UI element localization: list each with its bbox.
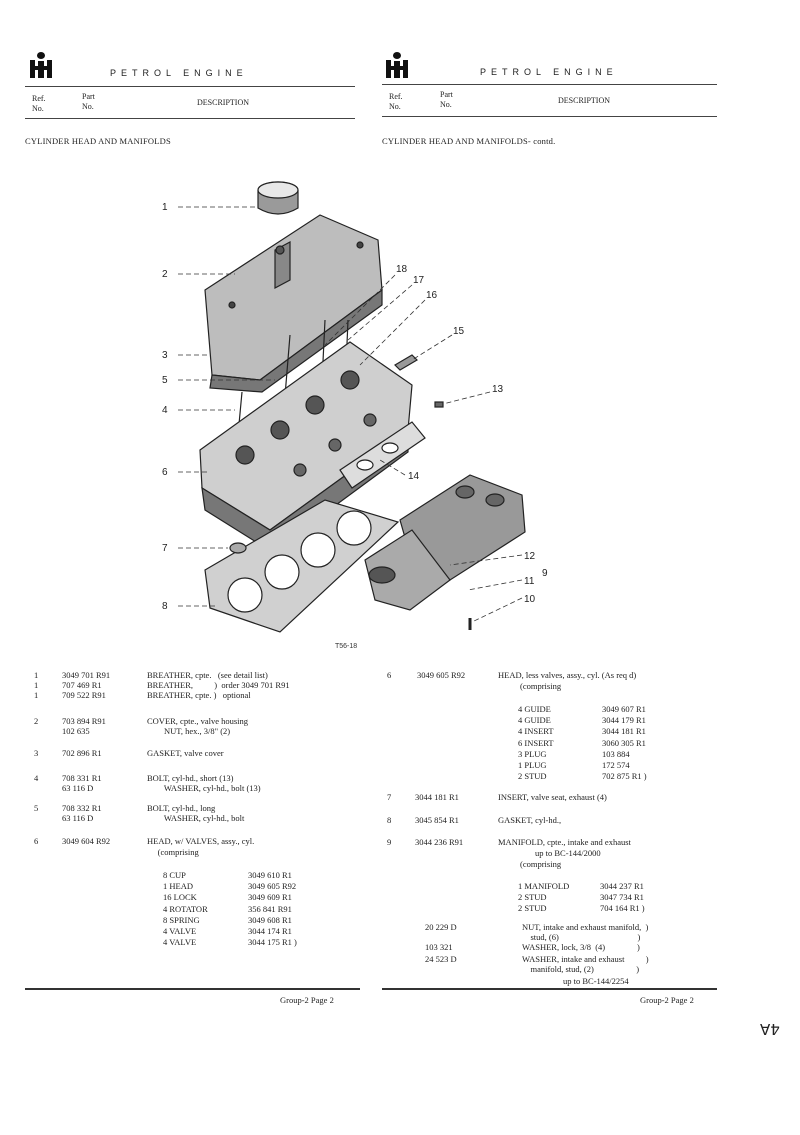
component-qty: 1 HEAD [163,881,193,892]
figure-code: T56-18 [335,643,358,650]
callout-number: 18 [396,264,408,275]
right-section-title: CYLINDER HEAD AND MANIFOLDS- contd. [382,136,556,146]
part-number: 103 321 [425,942,453,952]
callout-number: 14 [408,471,420,482]
component-part: 3044 237 R1 [600,881,644,891]
part-number: 63 116 D [62,813,94,823]
component-qty: 4 INSERT [518,726,554,737]
callout-number: 4 [162,405,168,416]
part-description: WASHER, cyl-hd., bolt (13) [147,783,261,793]
left-colhdr-rule [25,118,355,119]
right-header-rule [382,84,717,85]
ref-number: 8 [387,815,392,825]
component-part: 172 574 [602,760,630,770]
part-description: WASHER, intake and exhaust ) [522,954,649,964]
part-description: NUT, hex., 3/8" (2) [147,726,231,736]
component-part: 3049 608 R1 [248,914,292,925]
left-col-part: Part No. [82,92,95,111]
part-number: 703 894 R91 [62,716,106,726]
left-footer: Group-2 Page 2 [280,995,334,1005]
part-number: 3044 236 R91 [415,837,464,847]
part-description: HEAD, w/ VALVES, assy., cyl. [147,836,255,846]
left-header-rule [25,86,355,87]
component-qty: 4 VALVE [163,926,197,936]
component-qty: 1 PLUG [518,760,547,770]
part-description: WASHER, cyl-hd., bolt [147,813,245,823]
callout-number: 10 [524,594,536,605]
part-description: MANIFOLD, cpte., intake and exhaust [498,837,631,847]
part-number: 3044 181 R1 [415,792,459,802]
right-footer: Group-2 Page 2 [640,995,694,1005]
callout-number: 13 [492,384,504,395]
ref-number: 4 [34,773,39,783]
right-colhdr-rule [382,116,717,117]
left-col-desc: DESCRIPTION [197,98,250,107]
ref-number: 2 [34,716,39,726]
ref-number: 1 [34,690,39,700]
ref-number: 5 [34,803,39,813]
part-description: stud, (6) ) [522,932,641,942]
component-part: 3044 179 R1 [602,715,646,726]
part-description: up to BC-144/2000 [535,848,601,858]
callout-number: 1 [162,202,168,213]
component-part: 704 164 R1 ) [600,903,645,914]
component-part: 3044 174 R1 [248,926,292,936]
part-description: up to BC-144/2254 [563,976,629,986]
component-part: 3044 181 R1 [602,726,646,737]
left-parts-list [30,670,360,990]
component-part: 103 884 [602,748,630,759]
component-part: 3049 607 R1 [602,704,646,714]
component-qty: 4 VALVE [163,937,197,948]
callout-number: 6 [162,467,168,478]
left-section-title: CYLINDER HEAD AND MANIFOLDS [25,136,171,146]
breather-cap [258,182,298,214]
callout-number: 11 [524,576,535,587]
part-number: 708 331 R1 [62,773,102,783]
callout-number: 16 [426,290,438,301]
component-qty: 4 GUIDE [518,704,551,714]
part-description: BREATHER, cpte. (see detail list) [147,670,268,680]
component-part: 356 841 R91 [248,903,292,914]
ih-logo-icon [386,52,408,78]
right-footer-rule [382,988,717,990]
ref-number: 9 [387,837,392,847]
part-description: BREATHER, ) order 3049 701 R91 [147,680,290,690]
ref-number: 3 [34,748,39,758]
callout-number: 15 [453,326,465,337]
right-parts-list [385,670,725,1000]
ref-number: 1 [34,670,39,680]
part-description: HEAD, less valves, assy., cyl. (As req d) [498,670,637,680]
part-description: WASHER, lock, 3/8 (4) ) [522,942,640,952]
component-qty: 3 PLUG [518,748,547,759]
part-description: COVER, cpte., valve housing [147,716,249,726]
component-qty: 4 GUIDE [518,715,551,726]
component-qty: 2 STUD [518,903,547,914]
part-description: manifold, stud, (2) ) [522,964,640,974]
component-part: 3049 609 R1 [248,892,292,903]
right-col-desc: DESCRIPTION [558,96,611,105]
callout-number: 17 [413,275,425,286]
ref-number: 1 [34,680,39,690]
callout-number: 5 [162,375,168,386]
callout-number: 7 [162,543,168,554]
part-description: (comprising [520,859,562,869]
component-qty: 2 STUD [518,892,547,903]
ref-number: 6 [34,836,39,846]
part-description: BOLT, cyl-hd., short (13) [147,773,234,783]
component-part: 3044 175 R1 ) [248,937,297,948]
callout-number: 8 [162,601,168,612]
part-number: 3049 701 R91 [62,670,111,680]
ih-logo-icon [30,52,52,78]
corner-mark: 4A [760,1020,780,1038]
callout-number: 2 [162,269,168,280]
part-number: 702 896 R1 [62,748,102,758]
part-description: INSERT, valve seat, exhaust (4) [498,792,607,802]
part-number: 3049 605 R92 [417,670,466,680]
callout-number: 12 [524,551,536,562]
component-part: 3060 305 R1 [602,737,646,748]
part-number: 3049 604 R92 [62,836,111,846]
right-col-part: Part No. [440,90,453,109]
component-qty: 2 STUD [518,771,547,782]
component-part: 3047 734 R1 [600,892,644,903]
ref-number: 7 [387,792,392,802]
part-number: 709 522 R91 [62,690,106,700]
part-description: GASKET, valve cover [147,748,224,758]
component-part: 3049 610 R1 [248,870,292,880]
right-header-title: PETROL ENGINE [480,67,618,77]
component-part: 702 875 R1 ) [602,771,647,782]
component-qty: 16 LOCK [163,892,197,903]
component-part: 3049 605 R92 [248,881,297,892]
component-qty: 8 CUP [163,870,186,880]
ref-number: 6 [387,670,392,680]
exhaust-manifold [365,475,525,610]
right-col-ref: Ref. No. [389,92,403,111]
component-qty: 1 MANIFOLD [518,881,570,891]
part-description: (comprising [520,681,562,691]
callout-number: 3 [162,350,168,361]
left-footer-rule [25,988,360,990]
part-description: NUT, intake and exhaust manifold, ) [522,922,649,932]
part-description: GASKET, cyl-hd., [498,815,562,825]
part-number: 3045 854 R1 [415,815,459,825]
component-qty: 6 INSERT [518,737,554,748]
callout-number: 9 [542,568,548,579]
part-description: BOLT, cyl-hd., long [147,803,216,813]
part-number: 63 116 D [62,783,94,793]
part-number: 708 332 R1 [62,803,102,813]
part-number: 102 635 [62,726,90,736]
exploded-diagram [150,170,570,650]
part-number: 20 229 D [425,922,457,932]
left-col-ref: Ref. No. [32,94,46,113]
part-description: (comprising [147,847,199,857]
component-qty: 8 SPRING [163,914,200,925]
part-description: BREATHER, cpte. ) optional [147,690,251,700]
part-number: 707 469 R1 [62,680,102,690]
part-number: 24 523 D [425,954,457,964]
component-qty: 4 ROTATOR [163,903,208,914]
left-header-title: PETROL ENGINE [110,68,248,78]
